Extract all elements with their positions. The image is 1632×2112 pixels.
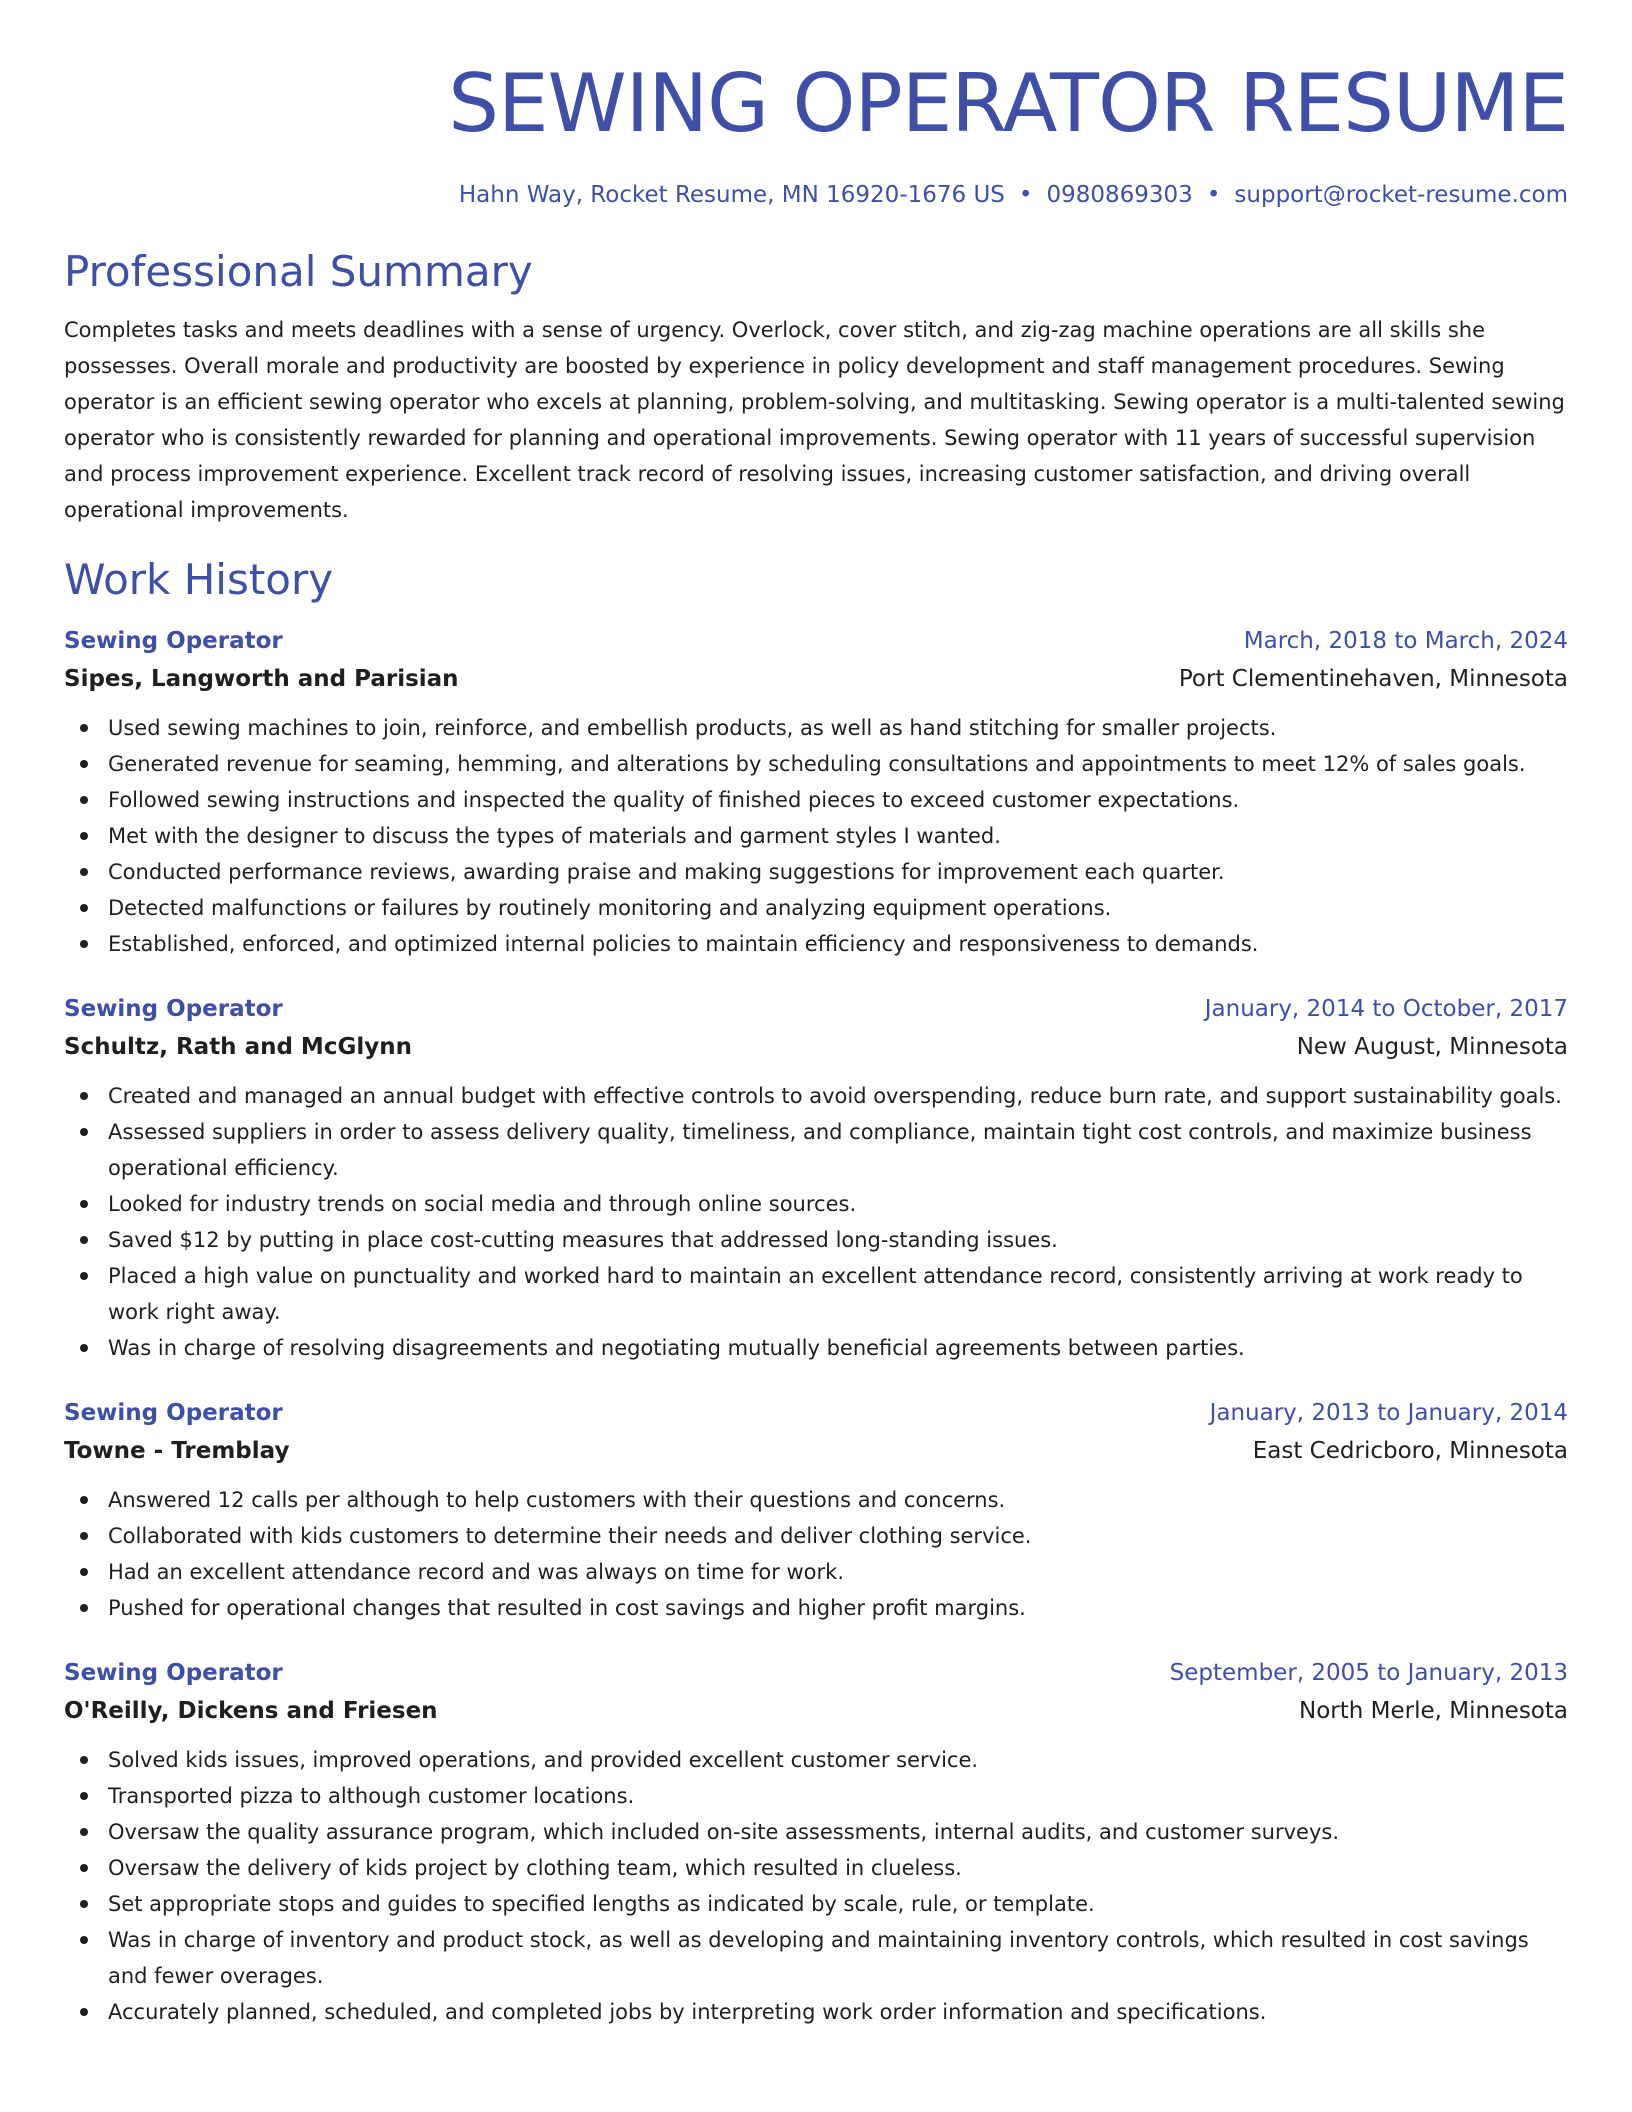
bullet-icon xyxy=(80,940,88,948)
job-location: New August, Minnesota xyxy=(1296,1034,1568,1060)
job-dates: September, 2005 to January, 2013 xyxy=(1169,1660,1568,1686)
bullet-item xyxy=(64,1922,1568,1994)
bullet-item xyxy=(64,890,1568,926)
bullet-item xyxy=(64,1186,1568,1222)
job-title: Sewing Operator xyxy=(64,628,283,654)
summary-text: Completes tasks and meets deadlines with a sense of urgency. Overlock, cover stitch, and zig-zag machine operations are all skills she possesses. Overall morale and productivity are boosted by experience in policy development and staff management procedures. Sewing operator is an efficient sewing operator who excels at planning, problem-solving, and multitasking. Sewing operator is a multi-talented sewing operator who is consistently rewarded for planning and operational improvements. Sewing operator with 11 years of successful supervision and process improvement experience. Excellent track record of resolving issues, increasing customer satisfaction, and driving overall operational improvements. xyxy=(64,318,1565,522)
bullet-icon xyxy=(80,832,88,840)
bullet-text: Followed sewing instructions and inspected the quality of finished pieces to exceed customer expectations. xyxy=(108,788,1240,812)
bullet-text: Collaborated with kids customers to determine their needs and deliver clothing service. xyxy=(108,1524,1032,1548)
bullet-text: Pushed for operational changes that resulted in cost savings and higher profit margins. xyxy=(108,1596,1026,1620)
bullet-text: Oversaw the quality assurance program, which included on-site assessments, internal audits, and customer surveys. xyxy=(108,1820,1340,1844)
job-dates: January, 2013 to January, 2014 xyxy=(1209,1400,1568,1426)
job-bullets xyxy=(64,710,1568,962)
bullet-item xyxy=(64,854,1568,890)
bullet-text: Saved $12 by putting in place cost-cutting measures that addressed long-standing issues. xyxy=(108,1228,1058,1252)
job-title: Sewing Operator xyxy=(64,1660,283,1686)
bullet-icon xyxy=(80,760,88,768)
bullet-text: Created and managed an annual budget with effective controls to avoid overspending, reduce burn rate, and support sustainability goals. xyxy=(108,1084,1562,1108)
contact-phone: 0980869303 xyxy=(1046,182,1193,208)
job-location: North Merle, Minnesota xyxy=(1299,1698,1568,1724)
job-bullets xyxy=(64,1078,1568,1366)
job-title: Sewing Operator xyxy=(64,996,283,1022)
job-bullets xyxy=(64,1742,1568,2030)
job-location: East Cedricboro, Minnesota xyxy=(1252,1438,1568,1464)
bullet-icon xyxy=(80,1864,88,1872)
bullet-text: Was in charge of inventory and product stock, as well as developing and maintaining inventory controls, which resulted in cost savings and fewer overages. xyxy=(108,1928,1529,1988)
bullet-text: Set appropriate stops and guides to specified lengths as indicated by scale, rule, or template. xyxy=(108,1892,1095,1916)
bullet-icon xyxy=(80,1532,88,1540)
bullet-icon xyxy=(80,1936,88,1944)
bullet-text: Transported pizza to although customer locations. xyxy=(108,1784,635,1808)
bullet-item xyxy=(64,1886,1568,1922)
bullet-item xyxy=(64,1814,1568,1850)
bullet-item xyxy=(64,1778,1568,1814)
contact-separator: • xyxy=(1206,182,1221,208)
bullet-item xyxy=(64,1222,1568,1258)
job-dates: March, 2018 to March, 2024 xyxy=(1243,628,1568,654)
bullet-item xyxy=(64,926,1568,962)
bullet-item xyxy=(64,1554,1568,1590)
bullet-icon xyxy=(80,1568,88,1576)
bullet-icon xyxy=(80,1092,88,1100)
bullet-text: Conducted performance reviews, awarding praise and making suggestions for improvement each quarter. xyxy=(108,860,1225,884)
bullet-item xyxy=(64,1518,1568,1554)
bullet-text: Accurately planned, scheduled, and completed jobs by interpreting work order information and specifications. xyxy=(108,2000,1267,2024)
bullet-icon xyxy=(80,1200,88,1208)
contact-address: Hahn Way, Rocket Resume, MN 16920-1676 US xyxy=(458,182,1005,208)
bullet-text: Answered 12 calls per although to help customers with their questions and concerns. xyxy=(108,1488,1006,1512)
bullet-text: Looked for industry trends on social media and through online sources. xyxy=(108,1192,857,1216)
contact-line xyxy=(64,180,1568,210)
job-title: Sewing Operator xyxy=(64,1400,283,1426)
resume-title: SEWING OPERATOR RESUME xyxy=(448,57,1568,150)
bullet-item xyxy=(64,1078,1568,1114)
job-entry xyxy=(64,1654,1568,2030)
bullet-text: Used sewing machines to join, reinforce, and embellish products, as well as hand stitching for smaller projects. xyxy=(108,716,1277,740)
bullet-item xyxy=(64,818,1568,854)
summary-heading: Professional Summary xyxy=(64,247,533,296)
work-history-heading: Work History xyxy=(64,555,334,604)
job-entry xyxy=(64,1394,1568,1626)
bullet-item xyxy=(64,782,1568,818)
bullet-icon xyxy=(80,1792,88,1800)
job-list xyxy=(64,622,1568,2030)
job-company: Schultz, Rath and McGlynn xyxy=(64,1034,412,1060)
bullet-text: Assessed suppliers in order to assess delivery quality, timeliness, and compliance, maintain tight cost controls, and maximize business operational efficiency. xyxy=(108,1120,1532,1180)
job-company: Sipes, Langworth and Parisian xyxy=(64,666,459,692)
job-entry xyxy=(64,622,1568,962)
bullet-item xyxy=(64,1742,1568,1778)
bullet-icon xyxy=(80,1128,88,1136)
bullet-item xyxy=(64,1114,1568,1186)
bullet-text: Was in charge of resolving disagreements and negotiating mutually beneficial agreements between parties. xyxy=(108,1336,1245,1360)
bullet-icon xyxy=(80,1496,88,1504)
bullet-text: Detected malfunctions or failures by routinely monitoring and analyzing equipment operations. xyxy=(108,896,1112,920)
bullet-item xyxy=(64,1330,1568,1366)
contact-email: support@rocket-resume.com xyxy=(1234,182,1568,208)
bullet-text: Placed a high value on punctuality and worked hard to maintain an excellent attendance record, consistently arriving at work ready to work right away. xyxy=(108,1264,1523,1324)
job-bullets xyxy=(64,1482,1568,1626)
bullet-icon xyxy=(80,1756,88,1764)
bullet-icon xyxy=(80,2008,88,2016)
bullet-icon xyxy=(80,868,88,876)
bullet-icon xyxy=(80,1828,88,1836)
bullet-icon xyxy=(80,724,88,732)
bullet-icon xyxy=(80,904,88,912)
bullet-text: Solved kids issues, improved operations, and provided excellent customer service. xyxy=(108,1748,979,1772)
bullet-item xyxy=(64,1258,1568,1330)
bullet-text: Had an excellent attendance record and was always on time for work. xyxy=(108,1560,845,1584)
bullet-item xyxy=(64,1850,1568,1886)
bullet-icon xyxy=(80,1900,88,1908)
bullet-icon xyxy=(80,1604,88,1612)
job-entry xyxy=(64,990,1568,1366)
bullet-item xyxy=(64,1994,1568,2030)
contact-separator: • xyxy=(1018,182,1033,208)
bullet-item xyxy=(64,1482,1568,1518)
bullet-icon xyxy=(80,1236,88,1244)
job-dates: January, 2014 to October, 2017 xyxy=(1204,996,1568,1022)
bullet-icon xyxy=(80,796,88,804)
job-company: O'Reilly, Dickens and Friesen xyxy=(64,1698,438,1724)
job-company: Towne - Tremblay xyxy=(64,1438,290,1464)
bullet-item xyxy=(64,746,1568,782)
bullet-icon xyxy=(80,1344,88,1352)
bullet-icon xyxy=(80,1272,88,1280)
job-location: Port Clementinehaven, Minnesota xyxy=(1178,666,1568,692)
resume-page xyxy=(64,0,1568,2030)
bullet-text: Established, enforced, and optimized internal policies to maintain efficiency and responsiveness to demands. xyxy=(108,932,1259,956)
bullet-text: Met with the designer to discuss the types of materials and garment styles I wanted. xyxy=(108,824,1001,848)
bullet-text: Oversaw the delivery of kids project by clothing team, which resulted in clueless. xyxy=(108,1856,962,1880)
bullet-item xyxy=(64,710,1568,746)
bullet-item xyxy=(64,1590,1568,1626)
bullet-text: Generated revenue for seaming, hemming, and alterations by scheduling consultations and appointments to meet 12% of sales goals. xyxy=(108,752,1526,776)
